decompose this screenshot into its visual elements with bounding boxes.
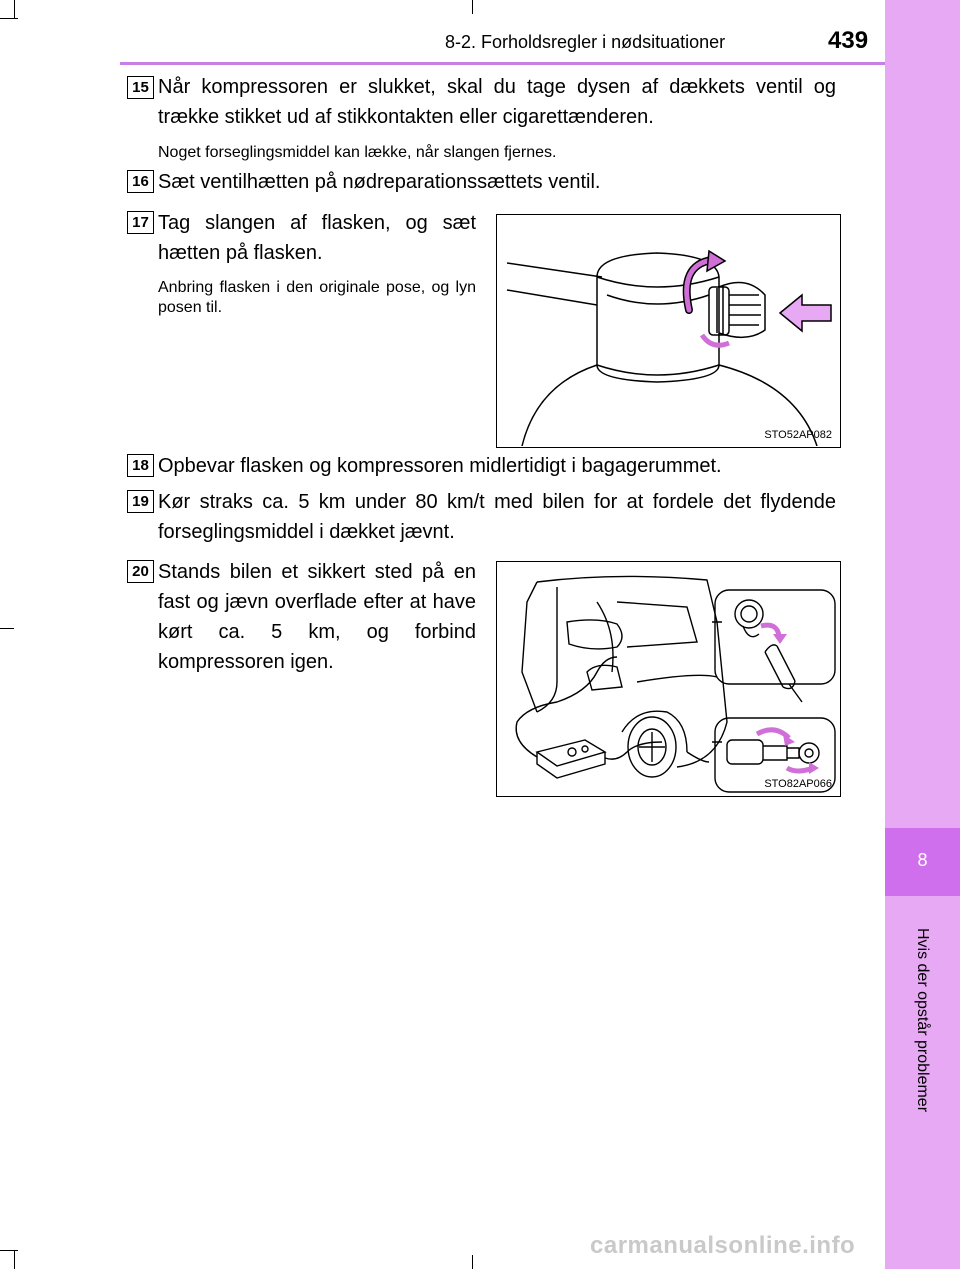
step-text: Kør straks ca. 5 km under 80 km/t med bilen for at fordele det flydende forseglingsmiddel i dækket jævnt. — [158, 491, 836, 543]
step-number: 15 — [127, 76, 154, 99]
crop-mark — [0, 1250, 18, 1251]
figure-label: STO52AP082 — [764, 429, 832, 441]
figure-label: STO82AP066 — [764, 778, 832, 790]
step-text: Sæt ventilhætten på nødreparationssættets ventil. — [158, 171, 601, 193]
page-number: 439 — [828, 27, 869, 54]
crop-mark — [472, 0, 473, 14]
chapter-tab[interactable] — [885, 828, 960, 896]
bottle-cap-illustration — [496, 214, 841, 448]
step-text: Når kompressoren er slukket, skal du tage dysen af dækkets ventil og trække stikket ud af stikkontakten eller cigarettænderen. — [158, 76, 836, 128]
header-divider — [120, 62, 885, 65]
step-text: Opbevar flasken og kompressoren midlertidigt i bagagerummet. — [158, 455, 722, 477]
chapter-title: Hvis der opstår problemer — [914, 927, 931, 1113]
car-compressor-illustration — [496, 561, 841, 797]
step-number: 16 — [127, 170, 154, 193]
step-number: 18 — [127, 454, 154, 477]
chapter-number: 8 — [917, 850, 928, 870]
crop-mark — [0, 628, 14, 629]
crop-mark — [0, 18, 18, 19]
bottle-cap-drawing — [497, 215, 839, 446]
car-compressor-drawing — [497, 562, 839, 795]
step-note: Noget forseglingsmiddel kan lække, når slangen fjernes. — [158, 144, 557, 161]
crop-mark — [472, 1255, 473, 1269]
step-number: 19 — [127, 490, 154, 513]
step-text: Stands bilen et sikkert sted på en fast og jævn overflade efter at have kørt ca. 5 km, og forbind kompressoren igen. — [158, 561, 476, 673]
crop-mark — [14, 1250, 15, 1269]
step-note: Anbring flasken i den originale pose, og lyn posen til. — [158, 279, 476, 316]
step-text: Tag slangen af flasken, og sæt hætten på flasken. — [158, 212, 476, 264]
section-title: 8-2. Forholdsregler i nødsituationer — [445, 32, 726, 52]
watermark: carmanualsonline.info — [590, 1232, 856, 1259]
crop-mark — [14, 0, 15, 18]
step-number: 17 — [127, 211, 154, 234]
step-number: 20 — [127, 560, 154, 583]
